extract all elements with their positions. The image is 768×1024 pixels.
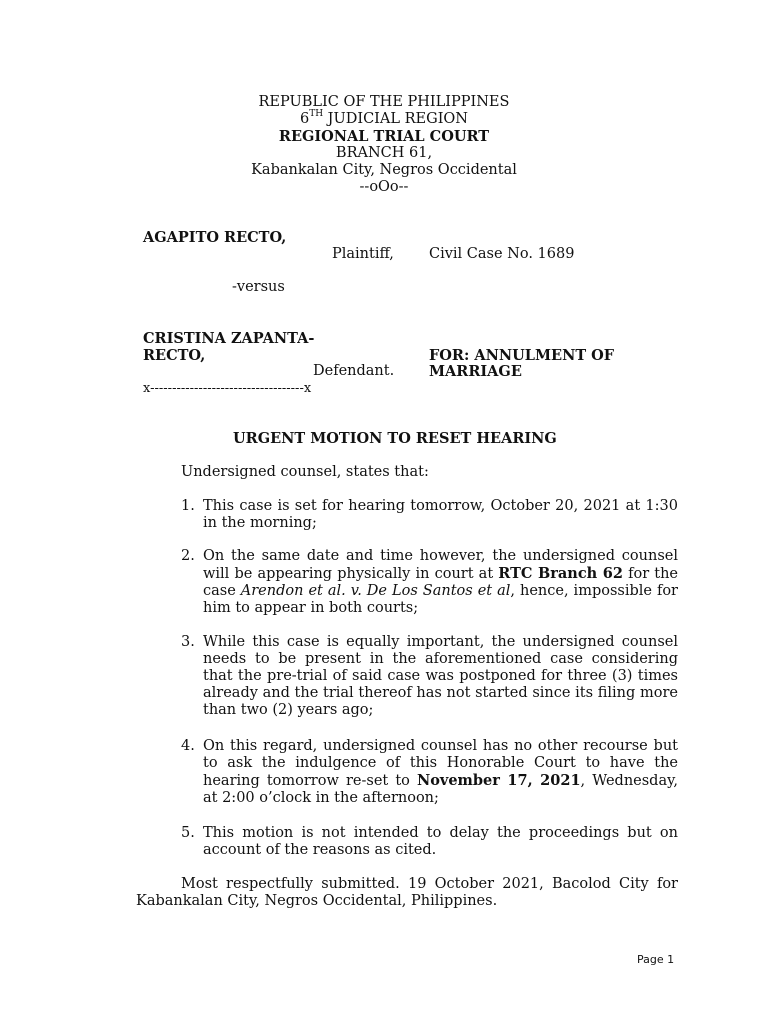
caption-separator: x-----------------------------------x [143, 381, 312, 396]
case-number: Civil Case No. 1689 [429, 246, 575, 262]
page-number: Page 1 [637, 953, 675, 966]
list-text: On this regard, undersigned counsel has no other recourse but to ask the indulgence of this Honorable Court to have the hearing tomorrow re-set to November 17, 2021, Wednesday, at 2:00 o’clock in the afternoon; [203, 738, 678, 806]
list-number: 2. [181, 548, 195, 564]
judicial-region-heading: 6TH JUDICIAL REGION [299, 109, 468, 127]
location-heading: Kabankalan City, Negros Occidental [251, 162, 517, 178]
new-date-emphasis: November 17, 2021 [416, 772, 581, 789]
court-heading: REGIONAL TRIAL COURT [278, 128, 490, 145]
defendant-name-line2: RECTO, [143, 347, 206, 364]
case-nature-line2: MARRIAGE [429, 363, 522, 380]
intro-line: Undersigned counsel, states that: [181, 464, 429, 480]
case-title-emphasis: Arendon et al. v. De Los Santos et al [240, 583, 511, 599]
list-number: 4. [181, 738, 195, 754]
closing-paragraph: Most respectfully submitted. 19 October 2021, Bacolod City for Kabankalan City, Negros Occidental, Philippines. [136, 876, 678, 909]
branch-62-emphasis: RTC Branch 62 [498, 565, 623, 582]
list-text: On the same date and time however, the undersigned counsel will be appearing physically in court at RTC Branch 62 for the case Arendon et al. v. De Los Santos et al, hence, impossible for him to appear in both courts; [203, 548, 679, 616]
plaintiff-name: AGAPITO RECTO, [143, 229, 287, 246]
republic-heading: REPUBLIC OF THE PHILIPPINES [258, 94, 510, 110]
list-number: 3. [181, 634, 195, 650]
branch-heading: BRANCH 61, [335, 145, 433, 161]
motion-title: URGENT MOTION TO RESET HEARING [233, 430, 557, 447]
case-nature-line1: FOR: ANNULMENT OF [429, 347, 615, 364]
list-text: While this case is equally important, the undersigned counsel needs to be present in the aforementioned case considering that the pre-trial of said case was postponed for three (3) times already and the trial thereof has not started since its filing more than two (2) years ago; [203, 634, 678, 718]
list-text: This motion is not intended to delay the proceedings but on account of the reasons as cited. [203, 825, 678, 858]
defendant-role: Defendant. [313, 363, 395, 379]
plaintiff-role: Plaintiff, [332, 246, 394, 262]
versus-label: -versus [232, 279, 285, 295]
list-number: 5. [181, 825, 195, 841]
list-number: 1. [181, 498, 195, 514]
defendant-name-line1: CRISTINA ZAPANTA- [143, 330, 315, 347]
list-text: This case is set for hearing tomorrow, October 20, 2021 at 1:30 in the morning; [203, 498, 678, 531]
header-ornament: --oOo-- [359, 179, 409, 195]
